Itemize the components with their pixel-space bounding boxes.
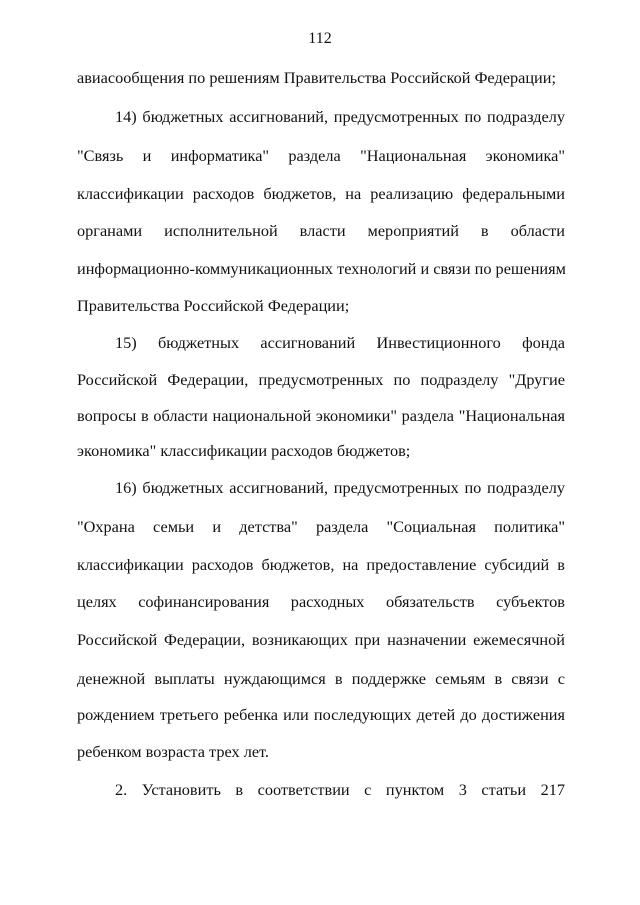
text-line: денежной выплаты нуждающимся в поддержке семьям в связи с <box>77 669 565 688</box>
text-line: вопросы в области национальной экономики" раздела "Национальная <box>77 406 565 425</box>
text-line: классификации расходов бюджетов, на реализацию федеральными <box>77 184 565 203</box>
page-number: 112 <box>308 30 332 47</box>
text-line: Российской Федерации, предусмотренных по подразделу "Другие <box>77 370 565 389</box>
text-line: "Охрана семьи и детства" раздела "Социальная политика" <box>77 517 565 536</box>
text-line: 15) бюджетных ассигнований Инвестиционного фонда <box>115 333 565 352</box>
text-line: экономика" классификации расходов бюджетов; <box>77 441 411 460</box>
text-line: информационно-коммуникационных технологий и связи по решениям <box>77 259 566 278</box>
text-line: рождением третьего ребенка или последующих детей до достижения <box>77 705 565 724</box>
text-line: "Связь и информатика" раздела "Национальная экономика" <box>77 146 565 165</box>
text-line: авиасообщения по решениям Правительства Российской Федерации; <box>77 68 556 87</box>
text-line: 2. Установить в соответствии с пунктом 3 статьи 217 <box>115 780 565 799</box>
text-line: целях софинансирования расходных обязательств субъектов <box>77 592 565 611</box>
text-line: ребенком возраста трех лет. <box>77 742 270 761</box>
text-line: органами исполнительной власти мероприятий в области <box>77 221 565 240</box>
text-line: классификации расходов бюджетов, на предоставление субсидий в <box>77 555 565 574</box>
text-line: 14) бюджетных ассигнований, предусмотренных по подразделу <box>115 107 565 126</box>
text-line: Правительства Российской Федерации; <box>77 296 350 315</box>
text-line: 16) бюджетных ассигнований, предусмотренных по подразделу <box>115 478 565 497</box>
text-line: Российской Федерации, возникающих при назначении ежемесячной <box>77 630 565 649</box>
